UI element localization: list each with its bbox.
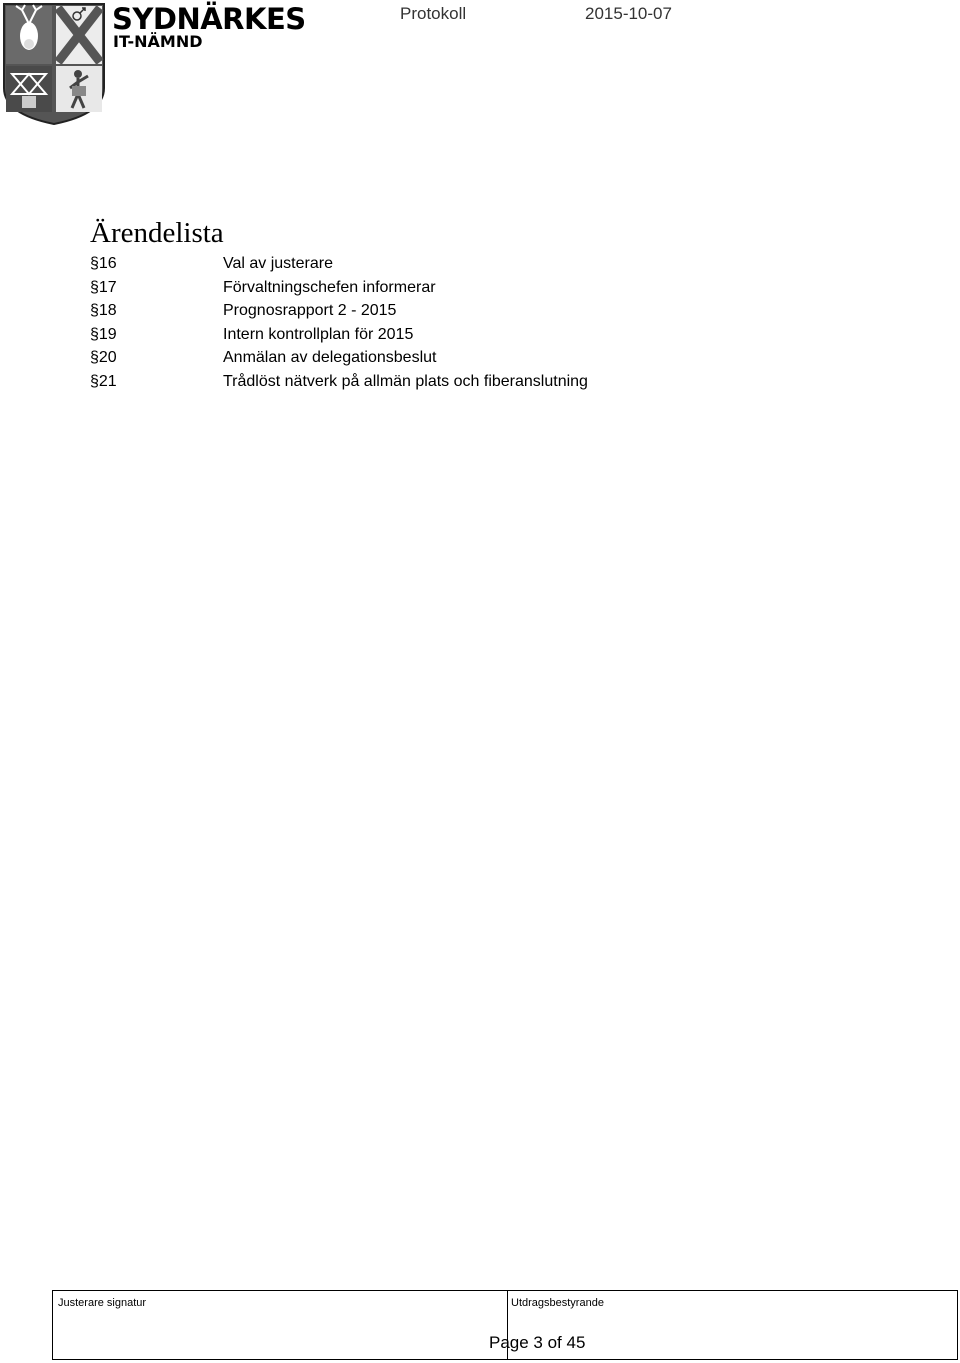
- agenda-item-number: §16: [90, 255, 117, 272]
- agenda-item-text: Förvaltningschefen informerar: [223, 278, 436, 296]
- agenda-item: [90, 323, 588, 347]
- agenda-item-number: §20: [90, 349, 117, 366]
- page-title: Ärendelista: [90, 217, 224, 249]
- agenda-item-text: Trådlöst nätverk på allmän plats och fiberanslutning: [223, 372, 588, 390]
- agenda-item-text: Intern kontrollplan för 2015: [223, 325, 414, 343]
- organization-name: SYDNÄRKES: [112, 2, 306, 36]
- agenda-item: [90, 276, 588, 300]
- agenda-item: [90, 370, 588, 394]
- agenda-item: [90, 299, 588, 323]
- agenda-list: [90, 252, 588, 393]
- page-number: Page 3 of 45: [489, 1333, 586, 1352]
- agenda-item-number: §18: [90, 302, 117, 319]
- agenda-item: [90, 346, 588, 370]
- signature-label-right: Utdragsbestyrande: [511, 1297, 604, 1309]
- agenda-item: [90, 252, 588, 276]
- signature-label-left: Justerare signatur: [58, 1297, 147, 1309]
- coat-of-arms-icon: [2, 2, 106, 126]
- organization-subtitle: IT-NÄMND: [113, 32, 203, 51]
- agenda-item-number: §19: [90, 325, 117, 343]
- agenda-item-number: §17: [90, 278, 117, 296]
- agenda-item-number: §21: [90, 372, 117, 390]
- document-date: 2015-10-07: [585, 4, 672, 23]
- document-type: Protokoll: [400, 4, 467, 23]
- agenda-item-text: Val av justerare: [223, 255, 333, 272]
- agenda-item-text: Anmälan av delegationsbeslut: [223, 349, 437, 366]
- agenda-item-text: Prognosrapport 2 - 2015: [223, 302, 397, 319]
